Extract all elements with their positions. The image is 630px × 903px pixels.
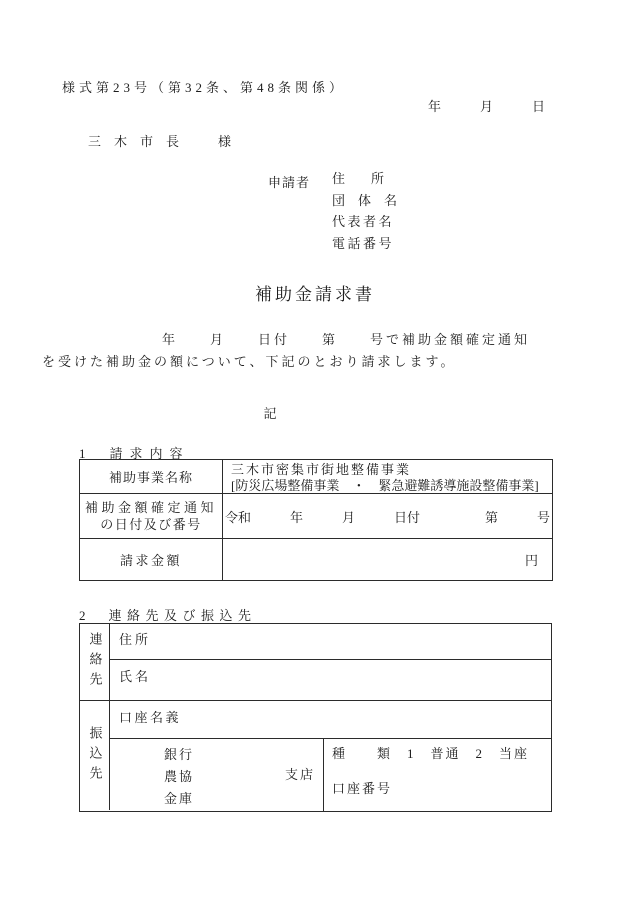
applicant-field-representative: 代表者名 bbox=[332, 214, 395, 229]
section2-number: 2 bbox=[79, 608, 86, 623]
date-line: 年 月 日 bbox=[428, 99, 546, 114]
contact-group-cell bbox=[80, 624, 110, 701]
account-cell bbox=[324, 739, 551, 811]
body-line-1: 年 月 日付 第 号で補助金額確定通知 bbox=[162, 332, 531, 347]
project-name-line2: [防災広場整備事業 ・ 緊急避難誘導施設整備事業] bbox=[231, 478, 539, 493]
bank-cell bbox=[110, 739, 324, 811]
section2-label: 連絡先及び振込先 bbox=[108, 608, 257, 623]
notice-label bbox=[80, 494, 223, 539]
amount-unit: 円 bbox=[524, 553, 538, 568]
transfer-group-label: 振込先 bbox=[87, 725, 103, 786]
contact-transfer-table bbox=[79, 623, 552, 812]
bank-line-shinkin: 金庫 bbox=[164, 791, 195, 806]
applicant-field-organization: 団 体 名 bbox=[332, 192, 398, 208]
address-row: 住所 bbox=[110, 624, 551, 660]
name-row: 氏名 bbox=[110, 660, 551, 701]
applicant-field-address: 住 所 bbox=[332, 171, 385, 186]
bank-line-coop: 農協 bbox=[164, 769, 195, 784]
account-type-line: 種 類 1 普通 2 当座 bbox=[332, 746, 530, 761]
table-main-area bbox=[110, 624, 551, 811]
account-name-row: 口座名義 bbox=[110, 701, 551, 739]
section1-label: 請求内容 bbox=[109, 446, 190, 461]
applicant-label: 申請者 bbox=[268, 175, 311, 190]
amount-label: 請求金額 bbox=[80, 539, 223, 580]
body-paragraph bbox=[42, 329, 530, 373]
contact-group-label: 連絡先 bbox=[87, 632, 103, 692]
transfer-group-cell bbox=[80, 701, 110, 810]
claim-table bbox=[79, 459, 553, 581]
branch-label: 支店 bbox=[284, 767, 315, 782]
body-line-2: を受けた補助金の額について、下記のとおり請求します。 bbox=[42, 354, 457, 369]
project-name-value bbox=[223, 460, 552, 494]
group-label-column bbox=[80, 624, 110, 811]
document-title: 補助金請求書 bbox=[255, 285, 375, 304]
bank-detail-row bbox=[110, 739, 551, 811]
section1-number: 1 bbox=[79, 446, 86, 461]
bank-line-bank: 銀行 bbox=[164, 747, 195, 762]
section2-heading bbox=[79, 605, 257, 624]
account-number-label: 口座番号 bbox=[332, 781, 393, 796]
ki-marker: 記 bbox=[263, 406, 277, 421]
notice-label-line2: の日付及び番号 bbox=[100, 517, 202, 532]
applicant-fields bbox=[332, 168, 397, 254]
project-name-label: 補助事業名称 bbox=[80, 460, 223, 494]
notice-value: 令和 年 月 日付 第 号 bbox=[223, 494, 552, 539]
project-name-line1: 三木市密集市街地整備事業 bbox=[231, 462, 412, 477]
form-number: 様式第23号（第32条、第48条関係） bbox=[62, 80, 347, 95]
applicant-field-phone: 電話番号 bbox=[332, 235, 395, 251]
notice-label-line1: 補助金額確定通知 bbox=[84, 500, 217, 515]
addressee: 三 木 市 長 様 bbox=[88, 134, 232, 149]
